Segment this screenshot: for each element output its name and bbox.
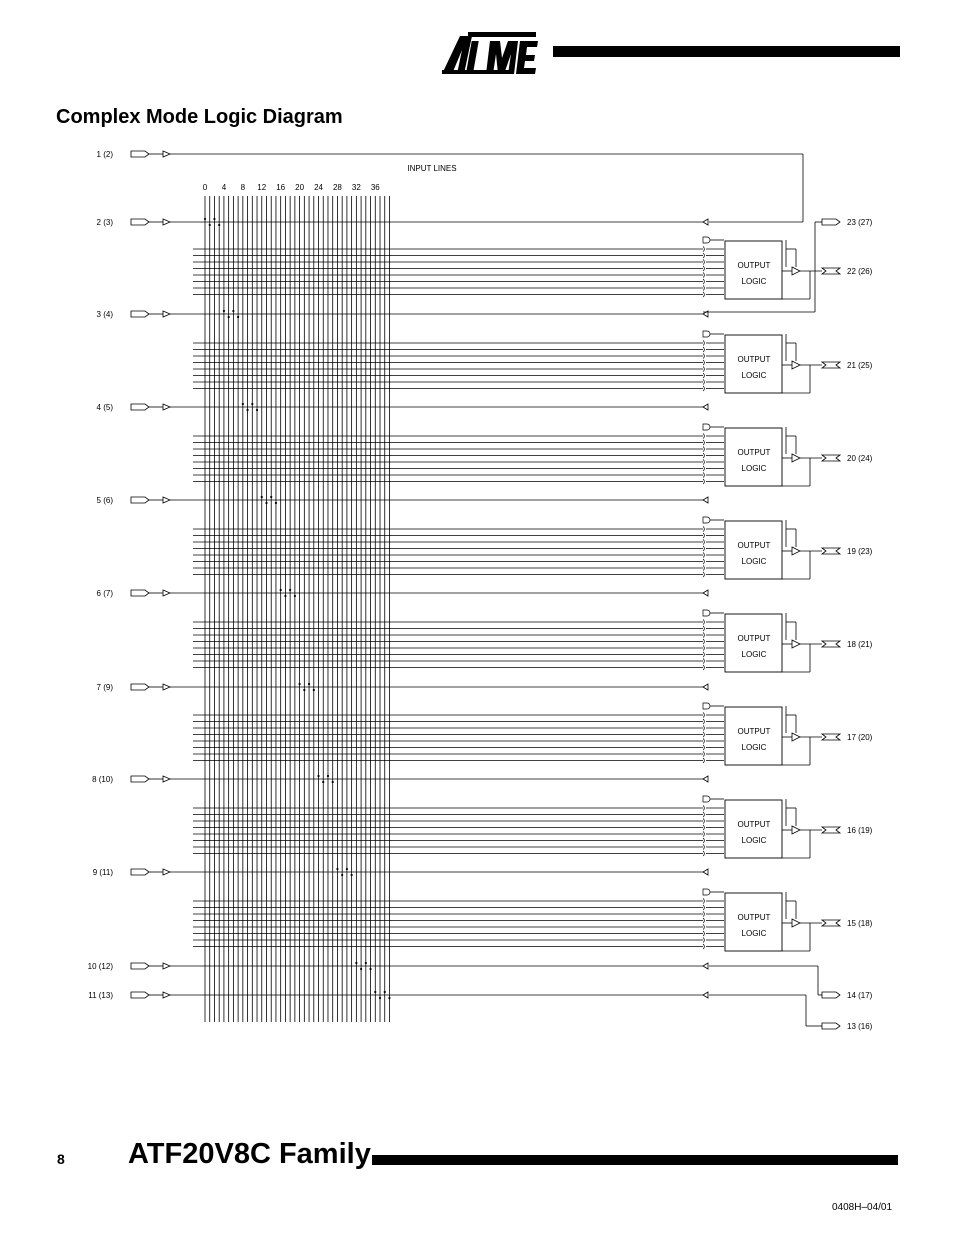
- oe-gate: [703, 237, 710, 243]
- feedback-buffer: [703, 404, 708, 410]
- column-tick-label: 12: [257, 183, 267, 192]
- and-gate: [703, 566, 704, 571]
- oe-gate: [703, 517, 710, 523]
- and-gate: [703, 845, 704, 850]
- input-row: [131, 991, 708, 999]
- output-buffer: [792, 733, 800, 741]
- output-pin-label: 16 (19): [847, 826, 873, 835]
- and-gate: [703, 639, 704, 644]
- io-pin-connector: [822, 268, 840, 274]
- pin-connector: [131, 869, 149, 875]
- olmc-label-output: OUTPUT: [737, 634, 771, 643]
- input-buffer: [163, 992, 170, 998]
- olmc-label-logic: LOGIC: [741, 743, 767, 752]
- olmc-label-logic: LOGIC: [741, 557, 767, 566]
- input-pin-label: 11 (13): [88, 991, 113, 1000]
- input-buffer: [163, 963, 170, 969]
- and-gate: [703, 360, 704, 365]
- output-buffer: [792, 919, 800, 927]
- connection-dot: [346, 868, 348, 870]
- olmc-label-output: OUTPUT: [737, 261, 771, 270]
- input-row: [131, 310, 708, 318]
- connection-dot: [303, 689, 305, 691]
- and-gate: [703, 732, 704, 737]
- column-tick-label: 16: [276, 183, 286, 192]
- input-pin-label: 3 (4): [96, 310, 113, 319]
- and-gate: [703, 938, 704, 943]
- input-buffer: [163, 590, 170, 596]
- and-gate: [703, 386, 704, 391]
- oe-gate: [703, 796, 710, 802]
- feedback-buffer: [703, 869, 708, 875]
- column-tick-label: 24: [314, 183, 323, 192]
- column-tick-label: 28: [332, 183, 342, 192]
- connection-dot: [213, 218, 215, 220]
- connection-dot: [237, 316, 239, 318]
- input-buffer: [163, 151, 170, 157]
- input-buffer: [163, 776, 170, 782]
- connection-dot: [265, 502, 267, 504]
- input-row: [131, 868, 708, 876]
- connection-dot: [242, 403, 244, 405]
- connection-dot: [232, 310, 234, 312]
- and-gate: [703, 527, 704, 532]
- input-pin-label: 4 (5): [96, 403, 113, 412]
- and-gate: [703, 292, 704, 297]
- and-gate: [703, 899, 704, 904]
- and-gate: [703, 851, 704, 856]
- document-title: ATF20V8C Family: [128, 1138, 371, 1170]
- footer-rule: [372, 1155, 898, 1165]
- olmc-box: [725, 428, 782, 486]
- olmc-label-output: OUTPUT: [737, 355, 771, 364]
- and-gate: [703, 453, 704, 458]
- input-pin-label: 5 (6): [96, 496, 113, 505]
- olmc-label-logic: LOGIC: [741, 464, 767, 473]
- and-gate: [703, 434, 704, 439]
- and-gate: [703, 466, 704, 471]
- olmc-box: [725, 893, 782, 951]
- pin-connector: [822, 1023, 840, 1029]
- connection-dot: [351, 874, 353, 876]
- connection-dot: [332, 781, 334, 783]
- section-title: Complex Mode Logic Diagram: [56, 106, 343, 128]
- input-row: [131, 589, 708, 597]
- column-tick-label: 0: [202, 183, 208, 192]
- olmc-box: [725, 521, 782, 579]
- feedback-buffer: [703, 963, 708, 969]
- column-tick-label: 36: [370, 183, 380, 192]
- and-gate: [703, 905, 704, 910]
- pin-connector: [131, 776, 149, 782]
- olmc-label-output: OUTPUT: [737, 541, 771, 550]
- pin-connector: [131, 311, 149, 317]
- oe-gate: [703, 424, 710, 430]
- pin-connector: [131, 590, 149, 596]
- and-gate: [703, 812, 704, 817]
- and-gate: [703, 380, 704, 385]
- and-gate: [703, 726, 704, 731]
- connection-dot: [336, 868, 338, 870]
- and-gate: [703, 260, 704, 265]
- output-buffer: [792, 267, 800, 275]
- and-gate: [703, 347, 704, 352]
- and-gate: [703, 341, 704, 346]
- feedback-buffer: [703, 590, 708, 596]
- input-buffer: [163, 404, 170, 410]
- io-pin-connector: [822, 920, 840, 926]
- olmc-label-logic: LOGIC: [741, 277, 767, 286]
- extra-pin-label: 23 (27): [847, 218, 873, 227]
- output-buffer: [792, 361, 800, 369]
- input-lines-label: INPUT LINES: [407, 164, 457, 173]
- connection-dot: [317, 775, 319, 777]
- pin-connector: [131, 497, 149, 503]
- connection-dot: [327, 775, 329, 777]
- olmc-box: [725, 800, 782, 858]
- pin-connector: [131, 684, 149, 690]
- input-pin-label: 9 (11): [92, 868, 113, 877]
- input-buffer: [163, 684, 170, 690]
- connection-dot: [261, 496, 263, 498]
- connection-dot: [379, 997, 381, 999]
- input-pin-label: 2 (3): [96, 218, 113, 227]
- output-pin-label: 21 (25): [847, 361, 873, 370]
- io-pin-connector: [822, 827, 840, 833]
- and-gate: [703, 806, 704, 811]
- output-buffer: [792, 454, 800, 462]
- and-gate: [703, 626, 704, 631]
- and-gate: [703, 646, 704, 651]
- input-pin-label: 10 (12): [87, 962, 113, 971]
- input-buffer: [163, 497, 170, 503]
- oe-gate: [703, 703, 710, 709]
- feedback-buffer: [703, 992, 708, 998]
- and-gate: [703, 944, 704, 949]
- and-gate: [703, 665, 704, 670]
- connection-dot: [374, 991, 376, 993]
- input-row: [131, 496, 708, 504]
- feedback-buffer: [703, 497, 708, 503]
- and-gate: [703, 719, 704, 724]
- and-gate: [703, 745, 704, 750]
- connection-dot: [246, 409, 248, 411]
- input-buffer: [163, 869, 170, 875]
- output-pin-label: 17 (20): [847, 733, 873, 742]
- connection-dot: [256, 409, 258, 411]
- input-row: [131, 962, 708, 970]
- connection-dot: [289, 589, 291, 591]
- connection-dot: [369, 968, 371, 970]
- pin-connector: [822, 992, 840, 998]
- olmc-box: [725, 241, 782, 299]
- and-gate: [703, 838, 704, 843]
- connection-dot: [204, 218, 206, 220]
- connection-dot: [275, 502, 277, 504]
- and-gate: [703, 354, 704, 359]
- extra-pin-label: 13 (16): [847, 1022, 873, 1031]
- pin-connector: [131, 963, 149, 969]
- and-gate: [703, 752, 704, 757]
- connection-dot: [313, 689, 315, 691]
- and-gate: [703, 713, 704, 718]
- output-pin-label: 19 (23): [847, 547, 873, 556]
- connection-dot: [308, 683, 310, 685]
- and-gate: [703, 546, 704, 551]
- and-gate: [703, 832, 704, 837]
- and-gate: [703, 925, 704, 930]
- connection-dot: [388, 997, 390, 999]
- document-code: 0408H–04/01: [832, 1202, 893, 1213]
- pin-connector: [822, 219, 840, 225]
- connection-dot: [270, 496, 272, 498]
- and-gate: [703, 620, 704, 625]
- and-gate: [703, 918, 704, 923]
- connection-dot: [299, 683, 301, 685]
- and-gate: [703, 247, 704, 252]
- olmc-label-output: OUTPUT: [737, 727, 771, 736]
- input-pin-label: 7 (9): [96, 683, 113, 692]
- output-pin-label: 20 (24): [847, 454, 873, 463]
- connection-dot: [280, 589, 282, 591]
- connection-dot: [218, 224, 220, 226]
- and-gate: [703, 739, 704, 744]
- and-gate: [703, 931, 704, 936]
- column-tick-label: 4: [221, 183, 227, 192]
- oe-gate: [703, 889, 710, 895]
- and-gate: [703, 460, 704, 465]
- connection-dot: [341, 874, 343, 876]
- oe-gate: [703, 331, 710, 337]
- connection-dot: [355, 962, 357, 964]
- output-pin-label: 15 (18): [847, 919, 873, 928]
- connection-dot: [322, 781, 324, 783]
- input-row: [131, 775, 708, 783]
- io-pin-connector: [822, 641, 840, 647]
- and-gate: [703, 479, 704, 484]
- connection-dot: [228, 316, 230, 318]
- olmc-box: [725, 707, 782, 765]
- olmc-label-output: OUTPUT: [737, 820, 771, 829]
- pin-connector: [131, 219, 149, 225]
- input-buffer: [163, 219, 170, 225]
- output-buffer: [792, 547, 800, 555]
- input-pin-label: 6 (7): [96, 589, 113, 598]
- and-gate: [703, 540, 704, 545]
- olmc-label-output: OUTPUT: [737, 913, 771, 922]
- and-gate: [703, 253, 704, 258]
- and-gate: [703, 286, 704, 291]
- olmc-box: [725, 335, 782, 393]
- io-pin-connector: [822, 734, 840, 740]
- pin-connector: [131, 992, 149, 998]
- olmc-box: [725, 614, 782, 672]
- pin-connector: [131, 151, 149, 157]
- extra-pin-label: 14 (17): [847, 991, 873, 1000]
- column-tick-label: 8: [240, 183, 246, 192]
- and-gate: [703, 559, 704, 564]
- connection-dot: [223, 310, 225, 312]
- and-gate: [703, 553, 704, 558]
- feedback-buffer: [703, 776, 708, 782]
- and-gate: [703, 273, 704, 278]
- output-pin-label: 18 (21): [847, 640, 873, 649]
- and-gate: [703, 447, 704, 452]
- feedback-buffer: [703, 684, 708, 690]
- connection-dot: [365, 962, 367, 964]
- olmc-label-logic: LOGIC: [741, 371, 767, 380]
- and-gate: [703, 440, 704, 445]
- connection-dot: [360, 968, 362, 970]
- clock-pin-label: 1 (2): [96, 150, 113, 159]
- and-gate: [703, 473, 704, 478]
- output-buffer: [792, 640, 800, 648]
- input-row: [131, 403, 708, 411]
- column-tick-label: 32: [351, 183, 361, 192]
- and-gate: [703, 825, 704, 830]
- io-pin-connector: [822, 455, 840, 461]
- output-buffer: [792, 826, 800, 834]
- pin-connector: [131, 404, 149, 410]
- and-gate: [703, 659, 704, 664]
- and-gate: [703, 266, 704, 271]
- io-pin-connector: [822, 548, 840, 554]
- output-pin-label: 22 (26): [847, 267, 873, 276]
- and-gate: [703, 652, 704, 657]
- connection-dot: [209, 224, 211, 226]
- and-gate: [703, 367, 704, 372]
- io-pin-connector: [822, 362, 840, 368]
- input-buffers: [131, 151, 803, 999]
- input-row: [131, 683, 708, 691]
- and-gate: [703, 912, 704, 917]
- connection-dot: [251, 403, 253, 405]
- olmc-label-logic: LOGIC: [741, 650, 767, 659]
- and-gate: [703, 533, 704, 538]
- and-gate: [703, 758, 704, 763]
- clock-input: [131, 151, 803, 222]
- page-number: 8: [57, 1151, 65, 1167]
- and-gate: [703, 572, 704, 577]
- and-gate: [703, 279, 704, 284]
- olmc-label-logic: LOGIC: [741, 836, 767, 845]
- input-row: [131, 218, 708, 226]
- olmc-label-output: OUTPUT: [737, 448, 771, 457]
- input-pin-label: 8 (10): [92, 775, 113, 784]
- oe-gate: [703, 610, 710, 616]
- input-buffer: [163, 311, 170, 317]
- and-gate: [703, 633, 704, 638]
- and-gate: [703, 373, 704, 378]
- feedback-buffer: [703, 219, 708, 225]
- connection-dot: [294, 595, 296, 597]
- column-tick-label: 20: [295, 183, 305, 192]
- connection-dot: [284, 595, 286, 597]
- and-gate: [703, 819, 704, 824]
- connection-dot: [384, 991, 386, 993]
- olmc-label-logic: LOGIC: [741, 929, 767, 938]
